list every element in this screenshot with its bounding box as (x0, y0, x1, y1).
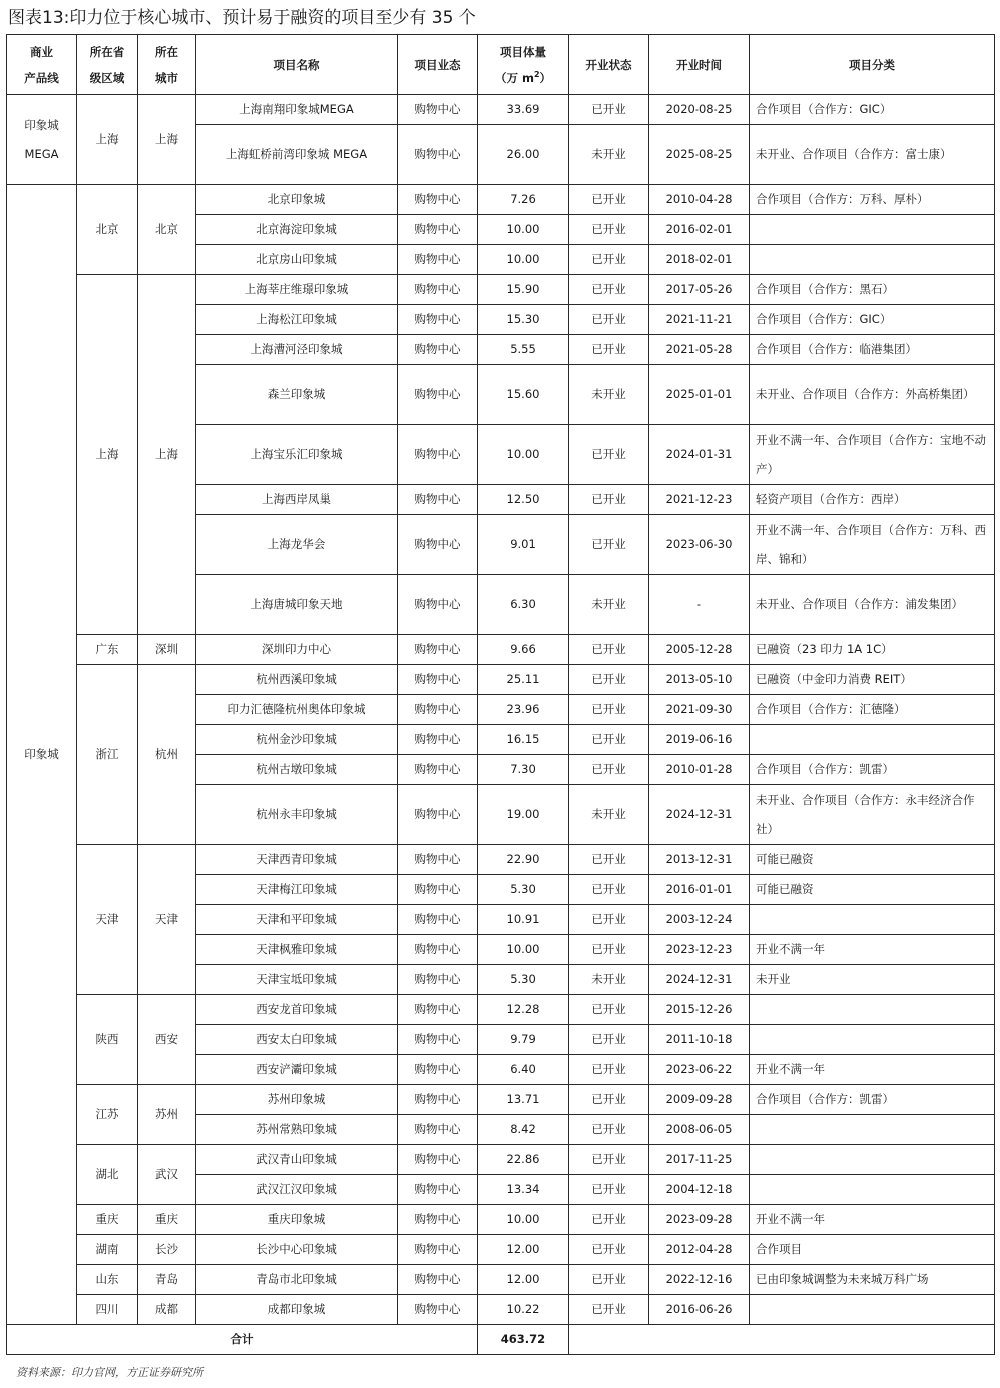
format-cell: 购物中心 (398, 1085, 478, 1115)
project-name-cell: 西安太白印象城 (196, 1025, 398, 1055)
area-cell: 12.50 (478, 485, 569, 515)
date-cell: 2018-02-01 (649, 245, 750, 275)
status-cell: 已开业 (569, 695, 649, 725)
date-cell: - (649, 575, 750, 635)
status-cell: 已开业 (569, 905, 649, 935)
province-cell: 湖北 (77, 1145, 138, 1205)
province-cell: 陕西 (77, 995, 138, 1085)
city-cell: 青岛 (138, 1265, 196, 1295)
area-cell: 25.11 (478, 665, 569, 695)
date-cell: 2024-12-31 (649, 785, 750, 845)
table-row (7, 1205, 995, 1235)
date-cell: 2019-06-16 (649, 725, 750, 755)
category-cell: 已融资（23 印力 1A 1C） (750, 635, 995, 665)
area-cell: 15.90 (478, 275, 569, 305)
date-cell: 2010-04-28 (649, 185, 750, 215)
figure-title: 图表13:印力位于核心城市、预计易于融资的项目至少有 35 个 (8, 8, 476, 28)
total-row (7, 1325, 995, 1355)
date-cell: 2020-08-25 (649, 95, 750, 125)
format-cell: 购物中心 (398, 995, 478, 1025)
header-category: 项目分类 (750, 35, 995, 95)
date-cell: 2022-12-16 (649, 1265, 750, 1295)
status-cell: 已开业 (569, 335, 649, 365)
date-cell: 2021-12-23 (649, 485, 750, 515)
area-cell: 13.71 (478, 1085, 569, 1115)
area-cell: 22.86 (478, 1145, 569, 1175)
category-cell: 可能已融资 (750, 845, 995, 875)
province-cell: 重庆 (77, 1205, 138, 1235)
project-name-cell: 上海漕河泾印象城 (196, 335, 398, 365)
status-cell: 未开业 (569, 965, 649, 995)
status-cell: 已开业 (569, 305, 649, 335)
project-name-cell: 天津梅江印象城 (196, 875, 398, 905)
category-cell: 可能已融资 (750, 875, 995, 905)
date-cell: 2023-06-22 (649, 1055, 750, 1085)
area-cell: 7.30 (478, 755, 569, 785)
area-cell: 26.00 (478, 125, 569, 185)
province-cell: 四川 (77, 1295, 138, 1325)
project-name-cell: 天津枫雅印象城 (196, 935, 398, 965)
table-row (7, 845, 995, 875)
province-cell: 北京 (77, 185, 138, 275)
category-cell (750, 245, 995, 275)
status-cell: 已开业 (569, 425, 649, 485)
table-row (7, 665, 995, 695)
table-row (7, 1265, 995, 1295)
project-name-cell: 天津宝坻印象城 (196, 965, 398, 995)
project-name-cell: 杭州永丰印象城 (196, 785, 398, 845)
city-cell: 苏州 (138, 1085, 196, 1145)
status-cell: 已开业 (569, 1145, 649, 1175)
area-cell: 9.01 (478, 515, 569, 575)
format-cell: 购物中心 (398, 305, 478, 335)
source-note: 资料来源：印力官网，方正证券研究所 (16, 1366, 203, 1379)
area-cell: 23.96 (478, 695, 569, 725)
category-cell: 未开业、合作项目（合作方：浦发集团） (750, 575, 995, 635)
category-cell: 合作项目（合作方：凯雷） (750, 755, 995, 785)
project-name-cell: 北京海淀印象城 (196, 215, 398, 245)
status-cell: 已开业 (569, 665, 649, 695)
category-cell (750, 215, 995, 245)
project-name-cell: 上海西岸凤巢 (196, 485, 398, 515)
status-cell: 已开业 (569, 935, 649, 965)
status-cell: 已开业 (569, 1085, 649, 1115)
city-cell: 北京 (138, 185, 196, 275)
project-name-cell: 上海龙华会 (196, 515, 398, 575)
project-name-cell: 深圳印力中心 (196, 635, 398, 665)
format-cell: 购物中心 (398, 1175, 478, 1205)
date-cell: 2016-06-26 (649, 1295, 750, 1325)
format-cell: 购物中心 (398, 845, 478, 875)
format-cell: 购物中心 (398, 275, 478, 305)
date-cell: 2025-01-01 (649, 365, 750, 425)
province-cell: 上海 (77, 95, 138, 185)
area-cell: 10.00 (478, 215, 569, 245)
status-cell: 未开业 (569, 575, 649, 635)
area-cell: 8.42 (478, 1115, 569, 1145)
format-cell: 购物中心 (398, 335, 478, 365)
project-name-cell: 北京印象城 (196, 185, 398, 215)
table-row (7, 1085, 995, 1115)
project-name-cell: 天津西青印象城 (196, 845, 398, 875)
status-cell: 已开业 (569, 485, 649, 515)
city-cell: 西安 (138, 995, 196, 1085)
city-cell: 上海 (138, 95, 196, 185)
format-cell: 购物中心 (398, 485, 478, 515)
format-cell: 购物中心 (398, 1115, 478, 1145)
area-cell: 10.00 (478, 935, 569, 965)
status-cell: 未开业 (569, 365, 649, 425)
category-cell: 合作项目（合作方：凯雷） (750, 1085, 995, 1115)
format-cell: 购物中心 (398, 965, 478, 995)
category-cell (750, 905, 995, 935)
area-cell: 10.00 (478, 425, 569, 485)
header-name: 项目名称 (196, 35, 398, 95)
status-cell: 未开业 (569, 785, 649, 845)
area-cell: 12.00 (478, 1265, 569, 1295)
format-cell: 购物中心 (398, 425, 478, 485)
status-cell: 已开业 (569, 245, 649, 275)
date-cell: 2021-05-28 (649, 335, 750, 365)
area-cell: 22.90 (478, 845, 569, 875)
date-cell: 2004-12-18 (649, 1175, 750, 1205)
project-name-cell: 苏州印象城 (196, 1085, 398, 1115)
format-cell: 购物中心 (398, 785, 478, 845)
province-cell: 江苏 (77, 1085, 138, 1145)
province-cell: 浙江 (77, 665, 138, 845)
date-cell: 2017-11-25 (649, 1145, 750, 1175)
category-cell (750, 1145, 995, 1175)
category-cell: 已由印象城调整为未来城万科广场 (750, 1265, 995, 1295)
category-cell: 已融资（中金印力消费 REIT） (750, 665, 995, 695)
table-row (7, 185, 995, 215)
project-name-cell: 森兰印象城 (196, 365, 398, 425)
status-cell: 已开业 (569, 1055, 649, 1085)
format-cell: 购物中心 (398, 95, 478, 125)
status-cell: 已开业 (569, 1175, 649, 1205)
date-cell: 2003-12-24 (649, 905, 750, 935)
format-cell: 购物中心 (398, 755, 478, 785)
format-cell: 购物中心 (398, 515, 478, 575)
format-cell: 购物中心 (398, 695, 478, 725)
date-cell: 2009-09-28 (649, 1085, 750, 1115)
project-name-cell: 上海宝乐汇印象城 (196, 425, 398, 485)
category-cell: 未开业 (750, 965, 995, 995)
format-cell: 购物中心 (398, 1235, 478, 1265)
date-cell: 2016-02-01 (649, 215, 750, 245)
date-cell: 2025-08-25 (649, 125, 750, 185)
format-cell: 购物中心 (398, 365, 478, 425)
status-cell: 已开业 (569, 515, 649, 575)
city-cell: 天津 (138, 845, 196, 995)
status-cell: 已开业 (569, 185, 649, 215)
area-cell: 16.15 (478, 725, 569, 755)
status-cell: 已开业 (569, 995, 649, 1025)
status-cell: 已开业 (569, 1265, 649, 1295)
city-cell: 深圳 (138, 635, 196, 665)
format-cell: 购物中心 (398, 905, 478, 935)
format-cell: 购物中心 (398, 125, 478, 185)
project-name-cell: 杭州西溪印象城 (196, 665, 398, 695)
header-province: 所在省 级区域 (77, 35, 138, 95)
date-cell: 2013-12-31 (649, 845, 750, 875)
category-cell: 合作项目（合作方：汇德隆） (750, 695, 995, 725)
header-date: 开业时间 (649, 35, 750, 95)
category-cell: 未开业、合作项目（合作方：富士康） (750, 125, 995, 185)
project-name-cell: 印力汇德隆杭州奥体印象城 (196, 695, 398, 725)
status-cell: 已开业 (569, 1115, 649, 1145)
project-name-cell: 成都印象城 (196, 1295, 398, 1325)
category-cell: 开业不满一年 (750, 1055, 995, 1085)
status-cell: 已开业 (569, 1295, 649, 1325)
area-cell: 6.30 (478, 575, 569, 635)
area-cell: 9.79 (478, 1025, 569, 1055)
area-cell: 7.26 (478, 185, 569, 215)
city-cell: 杭州 (138, 665, 196, 845)
area-cell: 5.55 (478, 335, 569, 365)
area-cell: 10.91 (478, 905, 569, 935)
header-area: 项目体量 （万 $m^2$） (478, 35, 569, 95)
date-cell: 2024-12-31 (649, 965, 750, 995)
category-cell (750, 1115, 995, 1145)
date-cell: 2021-09-30 (649, 695, 750, 725)
total-label: 合计 (7, 1325, 478, 1355)
category-cell: 开业不满一年、合作项目（合作方：宝地不动产） (750, 425, 995, 485)
format-cell: 购物中心 (398, 575, 478, 635)
category-cell: 未开业、合作项目（合作方：外高桥集团） (750, 365, 995, 425)
area-cell: 15.30 (478, 305, 569, 335)
province-cell: 上海 (77, 275, 138, 635)
product-line-cell: 印象城 MEGA (7, 95, 77, 185)
format-cell: 购物中心 (398, 215, 478, 245)
area-cell: 9.66 (478, 635, 569, 665)
project-name-cell: 天津和平印象城 (196, 905, 398, 935)
project-name-cell: 杭州金沙印象城 (196, 725, 398, 755)
province-cell: 湖南 (77, 1235, 138, 1265)
status-cell: 已开业 (569, 875, 649, 905)
project-name-cell: 武汉青山印象城 (196, 1145, 398, 1175)
status-cell: 已开业 (569, 275, 649, 305)
table-row (7, 995, 995, 1025)
date-cell: 2010-01-28 (649, 755, 750, 785)
header-city: 所在 城市 (138, 35, 196, 95)
project-name-cell: 上海唐城印象天地 (196, 575, 398, 635)
total-area: 463.72 (478, 1325, 569, 1355)
area-cell: 19.00 (478, 785, 569, 845)
area-cell: 6.40 (478, 1055, 569, 1085)
category-cell: 合作项目（合作方：GIC） (750, 95, 995, 125)
format-cell: 购物中心 (398, 1205, 478, 1235)
date-cell: 2024-01-31 (649, 425, 750, 485)
area-cell: 5.30 (478, 965, 569, 995)
format-cell: 购物中心 (398, 635, 478, 665)
project-name-cell: 杭州古墩印象城 (196, 755, 398, 785)
category-cell: 开业不满一年 (750, 935, 995, 965)
area-cell: 12.28 (478, 995, 569, 1025)
format-cell: 购物中心 (398, 1265, 478, 1295)
project-name-cell: 上海松江印象城 (196, 305, 398, 335)
status-cell: 已开业 (569, 215, 649, 245)
area-cell: 12.00 (478, 1235, 569, 1265)
status-cell: 已开业 (569, 95, 649, 125)
table-row (7, 635, 995, 665)
date-cell: 2012-04-28 (649, 1235, 750, 1265)
category-cell: 开业不满一年 (750, 1205, 995, 1235)
city-cell: 上海 (138, 275, 196, 635)
area-cell: 33.69 (478, 95, 569, 125)
date-cell: 2021-11-21 (649, 305, 750, 335)
category-cell: 轻资产项目（合作方：西岸） (750, 485, 995, 515)
header-product-line: 商业 产品线 (7, 35, 77, 95)
table-row (7, 95, 995, 125)
category-cell: 合作项目 (750, 1235, 995, 1265)
area-cell: 10.00 (478, 1205, 569, 1235)
status-cell: 已开业 (569, 1025, 649, 1055)
date-cell: 2017-05-26 (649, 275, 750, 305)
format-cell: 购物中心 (398, 1145, 478, 1175)
project-name-cell: 长沙中心印象城 (196, 1235, 398, 1265)
format-cell: 购物中心 (398, 1025, 478, 1055)
format-cell: 购物中心 (398, 1055, 478, 1085)
category-cell (750, 995, 995, 1025)
area-cell: 10.00 (478, 245, 569, 275)
format-cell: 购物中心 (398, 245, 478, 275)
city-cell: 重庆 (138, 1205, 196, 1235)
date-cell: 2013-05-10 (649, 665, 750, 695)
project-name-cell: 北京房山印象城 (196, 245, 398, 275)
format-cell: 购物中心 (398, 1295, 478, 1325)
category-cell: 开业不满一年、合作项目（合作方：万科、西岸、锦和） (750, 515, 995, 575)
date-cell: 2023-06-30 (649, 515, 750, 575)
category-cell: 合作项目（合作方：万科、厚朴） (750, 185, 995, 215)
table-header-row (7, 35, 995, 95)
header-format: 项目业态 (398, 35, 478, 95)
date-cell: 2008-06-05 (649, 1115, 750, 1145)
table-row (7, 1295, 995, 1325)
province-cell: 天津 (77, 845, 138, 995)
category-cell (750, 1025, 995, 1055)
project-name-cell: 武汉江汉印象城 (196, 1175, 398, 1205)
total-empty (569, 1325, 995, 1355)
date-cell: 2015-12-26 (649, 995, 750, 1025)
date-cell: 2023-09-28 (649, 1205, 750, 1235)
status-cell: 已开业 (569, 845, 649, 875)
category-cell: 合作项目（合作方：黑石） (750, 275, 995, 305)
area-cell: 13.34 (478, 1175, 569, 1205)
product-line-cell: 印象城 (7, 185, 77, 1325)
date-cell: 2016-01-01 (649, 875, 750, 905)
category-cell: 合作项目（合作方：GIC） (750, 305, 995, 335)
project-name-cell: 苏州常熟印象城 (196, 1115, 398, 1145)
project-name-cell: 上海莘庄维璟印象城 (196, 275, 398, 305)
status-cell: 未开业 (569, 125, 649, 185)
city-cell: 长沙 (138, 1235, 196, 1265)
city-cell: 成都 (138, 1295, 196, 1325)
project-name-cell: 上海虹桥前湾印象城 MEGA (196, 125, 398, 185)
category-cell: 未开业、合作项目（合作方：永丰经济合作社） (750, 785, 995, 845)
projects-table (6, 34, 995, 1355)
status-cell: 已开业 (569, 755, 649, 785)
table-row (7, 275, 995, 305)
date-cell: 2023-12-23 (649, 935, 750, 965)
date-cell: 2011-10-18 (649, 1025, 750, 1055)
city-cell: 武汉 (138, 1145, 196, 1205)
table-row (7, 1145, 995, 1175)
area-cell: 10.22 (478, 1295, 569, 1325)
format-cell: 购物中心 (398, 665, 478, 695)
category-cell (750, 725, 995, 755)
table-row (7, 1235, 995, 1265)
header-status: 开业状态 (569, 35, 649, 95)
category-cell (750, 1295, 995, 1325)
category-cell (750, 1175, 995, 1205)
format-cell: 购物中心 (398, 875, 478, 905)
category-cell: 合作项目（合作方：临港集团） (750, 335, 995, 365)
area-cell: 15.60 (478, 365, 569, 425)
format-cell: 购物中心 (398, 935, 478, 965)
status-cell: 已开业 (569, 725, 649, 755)
date-cell: 2005-12-28 (649, 635, 750, 665)
status-cell: 已开业 (569, 1205, 649, 1235)
project-name-cell: 西安浐灞印象城 (196, 1055, 398, 1085)
project-name-cell: 西安龙首印象城 (196, 995, 398, 1025)
status-cell: 已开业 (569, 635, 649, 665)
project-name-cell: 上海南翔印象城MEGA (196, 95, 398, 125)
project-name-cell: 青岛市北印象城 (196, 1265, 398, 1295)
format-cell: 购物中心 (398, 185, 478, 215)
province-cell: 山东 (77, 1265, 138, 1295)
table-body (7, 95, 995, 1355)
status-cell: 已开业 (569, 1235, 649, 1265)
format-cell: 购物中心 (398, 725, 478, 755)
province-cell: 广东 (77, 635, 138, 665)
area-cell: 5.30 (478, 875, 569, 905)
project-name-cell: 重庆印象城 (196, 1205, 398, 1235)
